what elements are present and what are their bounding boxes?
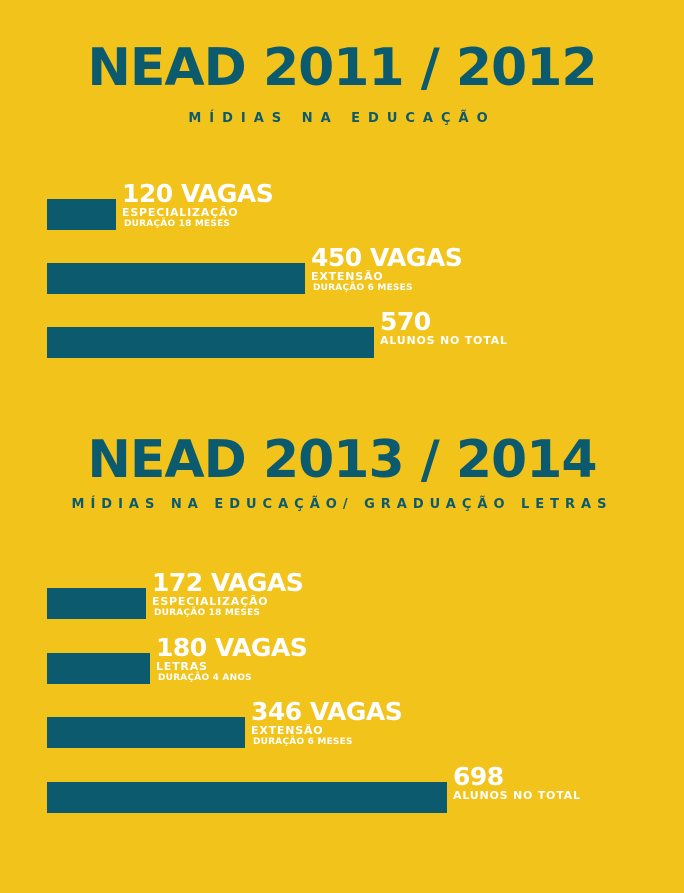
bar-label: [380, 309, 508, 346]
chart-subtitle: MÍDIAS NA EDUCAÇÃO: [188, 111, 496, 126]
bar-value-label: 180 VAGAS: [156, 633, 308, 662]
bar-category-label: EXTENSÃO: [311, 270, 384, 283]
chart-section-2013-2014: [0, 400, 684, 893]
bar-duration-label: DURAÇÃO 4 ANOS: [158, 673, 252, 683]
bar-category-label: ESPECIALIZAÇÃO: [122, 206, 239, 219]
bar-category-label: LETRAS: [156, 660, 208, 673]
bar-value-label: 698: [453, 762, 504, 791]
bar-value-label: 450 VAGAS: [311, 243, 463, 272]
chart-section-2011-2012: [0, 0, 684, 400]
bar: [47, 263, 305, 294]
bar: [47, 327, 374, 358]
bar: [47, 588, 146, 619]
bar-value-label: 346 VAGAS: [251, 697, 403, 726]
bar: [47, 717, 245, 748]
bar: [47, 653, 150, 684]
bar-duration-label: DURAÇÃO 18 MESES: [124, 219, 231, 229]
bar-value-label: 120 VAGAS: [122, 179, 274, 208]
bar-category-label: ALUNOS NO TOTAL: [453, 789, 581, 802]
bar-duration-label: DURAÇÃO 18 MESES: [154, 608, 261, 618]
bar-label: [122, 181, 273, 229]
chart-title: NEAD 2013 / 2014: [87, 430, 597, 490]
bar-label: [156, 635, 307, 683]
bar-duration-label: DURAÇÃO 6 MESES: [253, 737, 353, 747]
bar-label: [251, 699, 402, 747]
bar: [47, 199, 116, 230]
bar-label: [311, 245, 462, 293]
bar-value-label: 172 VAGAS: [152, 568, 304, 597]
bar-duration-label: DURAÇÃO 6 MESES: [313, 283, 413, 293]
bar-label: [453, 764, 581, 801]
chart-title: NEAD 2011 / 2012: [87, 38, 597, 98]
bar-label: [152, 570, 303, 618]
chart-subtitle: MÍDIAS NA EDUCAÇÃO/ GRADUAÇÃO LETRAS: [71, 497, 613, 512]
bar-category-label: ESPECIALIZAÇÃO: [152, 595, 269, 608]
bar: [47, 782, 447, 813]
bar-category-label: ALUNOS NO TOTAL: [380, 334, 508, 347]
bar-category-label: EXTENSÃO: [251, 724, 324, 737]
bar-value-label: 570: [380, 307, 431, 336]
